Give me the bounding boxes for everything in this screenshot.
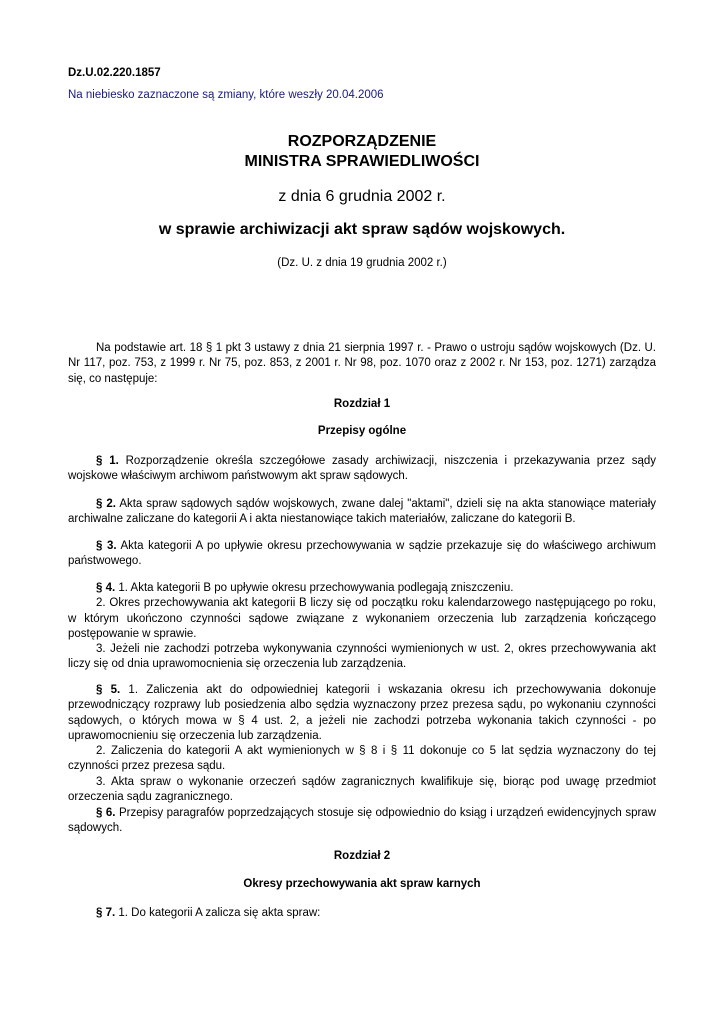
paragraph-number: § 3.: [96, 540, 117, 552]
chapter-1-subtitle: Przepisy ogólne: [317, 425, 407, 437]
title-line-2: MINISTRA SPRAWIEDLIWOŚCI: [244, 153, 480, 170]
title-line-1: ROZPORZĄDZENIE: [287, 133, 437, 150]
paragraph-text: Rozporządzenie określa szczegółowe zasady archiwizacji, niszczenia i przekazywania przez sądy wojskowe właściwym archiwom państwowym akt spraw sądowych.: [68, 455, 657, 483]
paragraph-3: [68, 539, 656, 570]
paragraph-section: 2. Zaliczenia do kategorii A akt wymienionych w § 8 i § 11 dokonuje co 5 lat sędzia wyznaczony do tej czynności przez prezesa sądu.: [68, 745, 656, 773]
paragraph-text: 1. Akta kategorii B po upływie okresu przechowywania podlegają zniszczeniu.: [118, 582, 514, 594]
paragraph-number: § 4.: [96, 582, 116, 594]
paragraph-number: § 7.: [96, 907, 116, 919]
document-reference: Dz.U.02.220.1857: [68, 67, 161, 79]
chapter-1-title: Rozdział 1: [333, 398, 391, 410]
paragraph-1: [68, 454, 656, 485]
preamble-text: Na podstawie art. 18 § 1 pkt 3 ustawy z dnia 21 sierpnia 1997 r. - Prawo o ustroju sądów wojskowych (Dz. U. Nr 117, poz. 753, z 1999 r. Nr 75, poz. 853, z 2001 r. Nr 98, poz. 1070 oraz z 2002 r. Nr 153, poz. 1271) zarządza się, co następuje:: [68, 342, 656, 385]
changes-note: Na niebiesko zaznaczone są zmiany, które weszły 20.04.2006: [68, 89, 384, 101]
document-subject: w sprawie archiwizacji akt spraw sądów wojskowych.: [158, 221, 566, 238]
paragraph-number: § 6.: [96, 807, 116, 819]
paragraph-2: [68, 497, 656, 528]
paragraph-section: 3. Jeżeli nie zachodzi potrzeba wykonywania czynności wymienionych w ust. 2, okres przechowywania akt liczy się od dnia uprawomocnienia się orzeczenia lub zarządzenia.: [68, 643, 656, 671]
document-date: z dnia 6 grudnia 2002 r.: [278, 188, 446, 205]
paragraph-text: Akta spraw sądowych sądów wojskowych, zwane dalej "aktami", dzieli się na akta stanowiące materiały archiwalne zaliczane do kategorii A i akta niestanowiące takich materiałów, zaliczane do kategorii B.: [68, 498, 656, 526]
paragraph-5: [68, 683, 656, 805]
paragraph-4: [68, 581, 656, 673]
paragraph-section: 3. Akta spraw o wykonanie orzeczeń sądów zagranicznych kwalifikuje się, biorąc pod uwagę przedmiot orzeczenia sądu zagranicznego.: [68, 775, 656, 804]
chapter-2-subtitle: Okresy przechowywania akt spraw karnych: [243, 878, 481, 890]
paragraph-text: 1. Zaliczenia akt do odpowiedniej kategorii i wskazania okresu ich przechowywania dokonuje przewodniczący rozprawy lub posiedzenia albo sędzia wyznaczony przez prezesa sądu, po wykonaniu czynności sądowych, o których mowa w § 4 ust. 2, a jeżeli nie zachodzi potrzeba wykonania takich czynności - po uprawomocnieniu się orzeczenia lub zarządzenia.: [68, 684, 656, 742]
paragraph-number: § 2.: [96, 498, 116, 510]
paragraph-section: 2. Okres przechowywania akt kategorii B liczy się od początku roku kalendarzowego następującego po roku, w którym ukończono czynności sądowe związane z wykonaniem orzeczenia lub zarządzenia kończącego postępowanie w sprawie.: [68, 597, 656, 640]
paragraph-number: § 1.: [96, 455, 119, 467]
paragraph-text: 1. Do kategorii A zalicza się akta spraw:: [118, 907, 321, 919]
paragraph-text: Akta kategorii A po upływie okresu przechowywania w sądzie przekazuje się do właściwego archiwum państwowego.: [68, 540, 657, 568]
paragraph-number: § 5.: [96, 684, 121, 696]
document-title: [68, 132, 656, 172]
publication-info: (Dz. U. z dnia 19 grudnia 2002 r.): [277, 257, 447, 269]
paragraph-7: [68, 906, 656, 921]
chapter-2-title: Rozdział 2: [333, 850, 391, 862]
paragraph-text: Przepisy paragrafów poprzedzających stosuje się odpowiednio do ksiąg i urządzeń ewidencyjnych spraw sądowych.: [68, 807, 656, 835]
preamble: [68, 341, 656, 387]
paragraph-6: [68, 806, 656, 837]
